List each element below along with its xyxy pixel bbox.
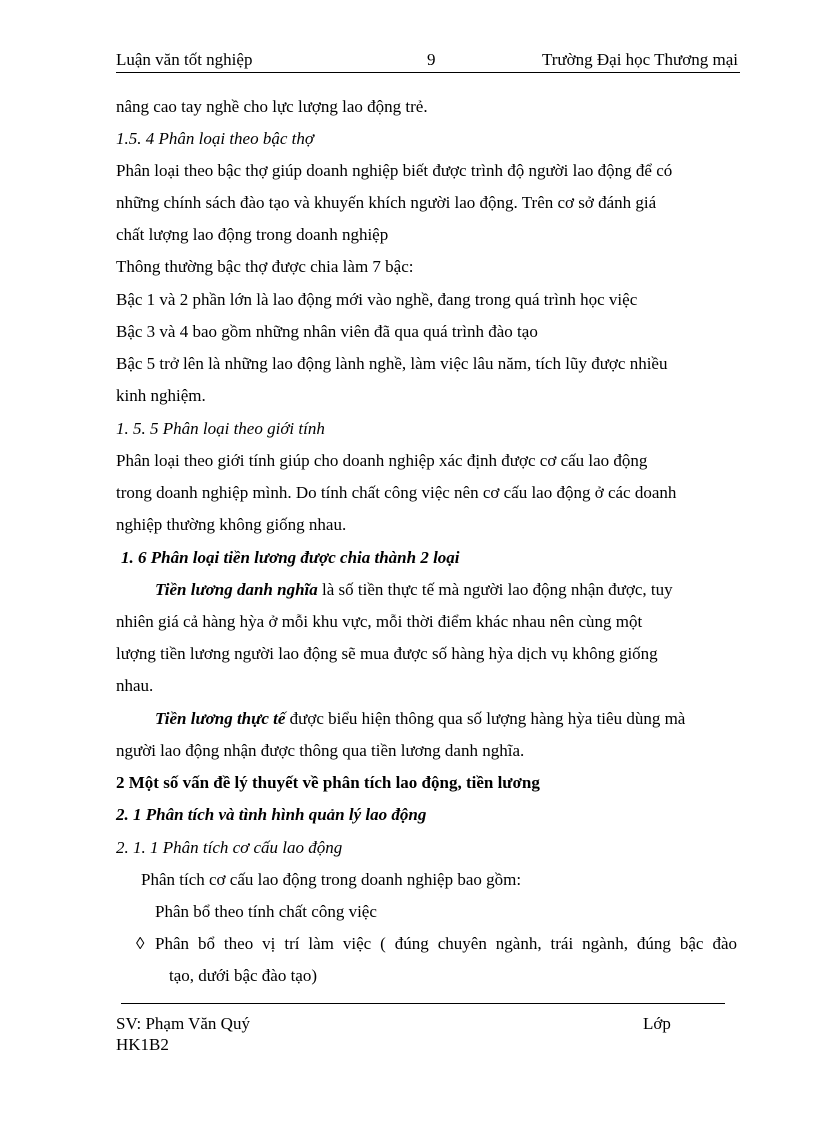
- paragraph-real-wage: [155, 709, 685, 729]
- body-line: nhau.: [116, 676, 154, 695]
- body-line: Thông thường bậc thợ được chia làm 7 bậc:: [116, 257, 414, 276]
- body-line: Phân loại theo giới tính giúp cho doanh nghiệp xác định được cơ cấu lao động: [116, 451, 648, 470]
- bullet-item-line: Phân bổ theo vị trí làm việc ( đúng chuyên ngành, trái ngành, đúng bậc đào: [155, 934, 737, 953]
- body-line: nghiệp thường không giống nhau.: [116, 515, 347, 534]
- header-university: Trường Đại học Thương mại: [541, 50, 738, 69]
- body-line: nhiên giá cả hàng hỳa ở mỗi khu vực, mỗi thời điểm khác nhau nên cùng một: [116, 612, 643, 631]
- body-line: trong doanh nghiệp mình. Do tính chất công việc nên cơ cấu lao động ở các doanh: [116, 483, 677, 502]
- page-header: [116, 50, 740, 73]
- body-line: Phân bổ theo tính chất công việc: [155, 902, 377, 921]
- footer-class-code: HK1B2: [116, 1035, 169, 1054]
- nominal-wage-text: là số tiền thực tế mà người lao động nhận được, tuy: [317, 580, 673, 599]
- heading-1-5-5: 1. 5. 5 Phân loại theo giới tính: [116, 419, 325, 438]
- body-line: Bậc 5 trở lên là những lao động lành nghề, làm việc lâu năm, tích lũy được nhiều: [116, 354, 668, 373]
- bullet-diamond-icon: ◊: [136, 934, 145, 953]
- body-line: nâng cao tay nghề cho lực lượng lao động trẻ.: [116, 97, 428, 116]
- term-nominal-wage: Tiền lương danh nghĩa: [155, 580, 318, 599]
- body-line: Bậc 1 và 2 phần lớn là lao động mới vào nghề, đang trong quá trình học việc: [116, 290, 638, 309]
- heading-1-5-4: 1.5. 4 Phân loại theo bậc thợ: [116, 129, 314, 148]
- heading-2-1-1: 2. 1. 1 Phân tích cơ cấu lao động: [116, 838, 343, 857]
- header-thesis-label: Luận văn tốt nghiệp: [116, 50, 253, 69]
- real-wage-text: được biểu hiện thông qua số lượng hàng hỳa tiêu dùng mà: [285, 709, 686, 728]
- footer-class-label: Lớp: [643, 1014, 671, 1033]
- body-line: người lao động nhận được thông qua tiền lương danh nghĩa.: [116, 741, 525, 760]
- body-line: kinh nghiệm.: [116, 386, 206, 405]
- body-line: Phân tích cơ cấu lao động trong doanh nghiệp bao gồm:: [141, 870, 522, 889]
- body-line: chất lượng lao động trong doanh nghiệp: [116, 225, 389, 244]
- heading-2-1: 2. 1 Phân tích và tình hình quản lý lao động: [116, 805, 427, 824]
- body-line: những chính sách đào tạo và khuyến khích người lao động. Trên cơ sở đánh giá: [116, 193, 657, 212]
- footer-divider: [121, 1003, 725, 1004]
- bullet-item-line: tạo, dưới bậc đào tạo): [169, 966, 318, 985]
- footer-student: SV: Phạm Văn Quý: [116, 1014, 250, 1033]
- body-line: Bậc 3 và 4 bao gồm những nhân viên đã qua quá trình đào tạo: [116, 322, 538, 341]
- paragraph-nominal-wage: [155, 580, 673, 600]
- body-line: lượng tiền lương người lao động sẽ mua được số hàng hỳa dịch vụ không giống: [116, 644, 658, 663]
- heading-2: 2 Một số vấn đề lý thuyết về phân tích lao động, tiền lương: [116, 773, 540, 792]
- body-line: Phân loại theo bậc thợ giúp doanh nghiệp biết được trình độ người lao động để có: [116, 161, 673, 180]
- header-page-number: 9: [427, 50, 436, 69]
- heading-1-6: 1. 6 Phân loại tiền lương được chia thành 2 loại: [121, 548, 460, 567]
- term-real-wage: Tiền lương thực tế: [155, 709, 286, 728]
